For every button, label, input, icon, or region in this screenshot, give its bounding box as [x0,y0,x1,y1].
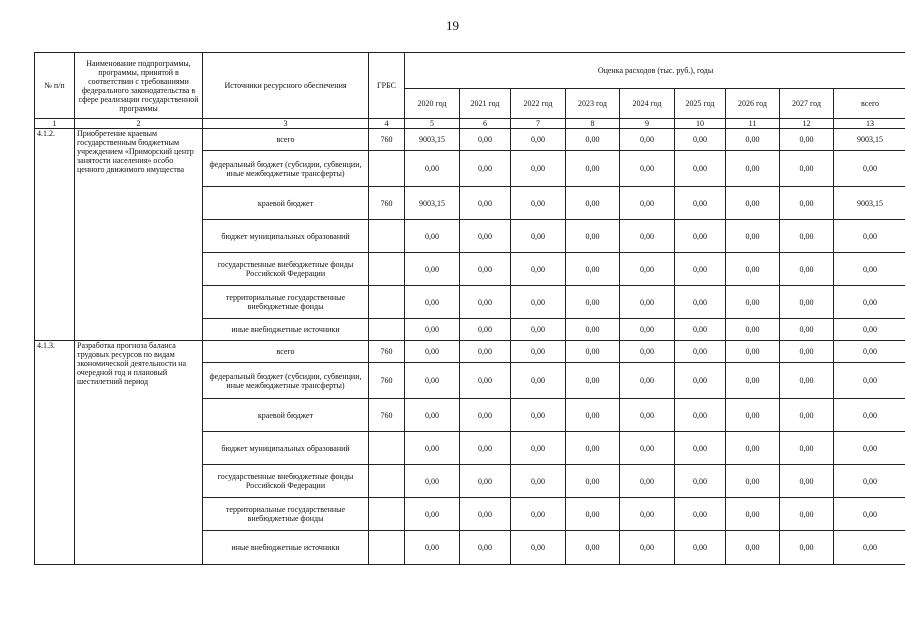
year-value: 0,00 [780,151,834,187]
column-number: 10 [675,119,726,129]
row-code: 4.1.3. [35,341,75,565]
year-value: 0,00 [620,498,675,531]
year-value: 0,00 [620,465,675,498]
year-value: 9003,15 [405,129,460,151]
table-row [35,341,905,363]
year-value: 0,00 [675,465,726,498]
column-number: 6 [460,119,511,129]
year-value: 0,00 [460,363,511,399]
year-value: 9003,15 [405,187,460,220]
header-year: 2026 год [726,89,780,119]
year-value: 0,00 [460,253,511,286]
year-value: 0,00 [620,399,675,432]
year-value: 0,00 [566,399,620,432]
year-value: 0,00 [511,286,566,319]
year-value: 0,00 [460,129,511,151]
year-value: 0,00 [620,187,675,220]
total-value: 0,00 [834,498,905,531]
grbs-code [369,465,405,498]
year-value: 0,00 [726,187,780,220]
year-value: 0,00 [780,363,834,399]
header-year: 2024 год [620,89,675,119]
year-value: 0,00 [511,253,566,286]
column-number: 12 [780,119,834,129]
total-value: 9003,15 [834,129,905,151]
year-value: 0,00 [405,341,460,363]
table-body [35,129,905,565]
funding-source: всего [203,129,369,151]
header-source: Источники ресурсного обеспечения [203,53,369,119]
grbs-code: 760 [369,363,405,399]
year-value: 0,00 [675,220,726,253]
header-year: 2022 год [511,89,566,119]
year-value: 0,00 [511,151,566,187]
year-value: 0,00 [726,498,780,531]
grbs-code [369,432,405,465]
table-row [35,129,905,151]
year-value: 0,00 [675,319,726,341]
year-value: 0,00 [675,498,726,531]
column-number: 8 [566,119,620,129]
year-value: 0,00 [511,220,566,253]
year-value: 0,00 [780,465,834,498]
grbs-code [369,286,405,319]
year-value: 0,00 [460,319,511,341]
header-name: Наименование подпрограммы, программы, принятой в соответствии с требованиями федерального законодательства в сфере реализации государственной программы [75,53,203,119]
year-value: 0,00 [675,531,726,565]
year-value: 0,00 [726,220,780,253]
year-value: 0,00 [620,253,675,286]
year-value: 0,00 [726,286,780,319]
year-value: 0,00 [405,363,460,399]
column-number: 2 [75,119,203,129]
year-value: 0,00 [675,286,726,319]
year-value: 0,00 [511,465,566,498]
funding-source: территориальные государственные внебюджетные фонды [203,498,369,531]
header-year: 2021 год [460,89,511,119]
year-value: 0,00 [620,531,675,565]
year-value: 0,00 [675,253,726,286]
header-year: 2027 год [780,89,834,119]
grbs-code [369,498,405,531]
year-value: 0,00 [726,399,780,432]
year-value: 0,00 [675,432,726,465]
year-value: 0,00 [460,220,511,253]
year-value: 0,00 [566,432,620,465]
year-value: 0,00 [460,151,511,187]
year-value: 0,00 [566,187,620,220]
table-header [35,53,905,129]
column-number: 13 [834,119,905,129]
funding-source: краевой бюджет [203,187,369,220]
total-value: 0,00 [834,253,905,286]
year-value: 0,00 [566,319,620,341]
total-value: 0,00 [834,341,905,363]
year-value: 0,00 [780,129,834,151]
funding-source: государственные внебюджетные фонды Российской Федерации [203,253,369,286]
year-value: 0,00 [566,363,620,399]
funding-source: иные внебюджетные источники [203,319,369,341]
year-value: 0,00 [405,465,460,498]
total-value: 0,00 [834,432,905,465]
grbs-code: 760 [369,187,405,220]
total-value: 0,00 [834,531,905,565]
year-value: 0,00 [726,151,780,187]
total-value: 0,00 [834,399,905,432]
total-value: 0,00 [834,286,905,319]
year-value: 0,00 [675,151,726,187]
year-value: 0,00 [460,432,511,465]
total-value: 9003,15 [834,187,905,220]
column-number: 1 [35,119,75,129]
year-value: 0,00 [511,341,566,363]
year-value: 0,00 [511,187,566,220]
year-value: 0,00 [726,363,780,399]
year-value: 0,00 [511,498,566,531]
year-value: 0,00 [460,465,511,498]
header-num: № п/п [35,53,75,119]
year-value: 0,00 [780,341,834,363]
funding-source: бюджет муниципальных образований [203,220,369,253]
row-code: 4.1.2. [35,129,75,341]
funding-source: всего [203,341,369,363]
year-value: 0,00 [460,399,511,432]
column-number: 7 [511,119,566,129]
funding-source: федеральный бюджет (субсидии, субвенции, иные межбюджетные трансферты) [203,363,369,399]
total-value: 0,00 [834,151,905,187]
funding-source: краевой бюджет [203,399,369,432]
funding-source: государственные внебюджетные фонды Российской Федерации [203,465,369,498]
year-value: 0,00 [511,432,566,465]
total-value: 0,00 [834,465,905,498]
year-value: 0,00 [780,286,834,319]
year-value: 0,00 [780,531,834,565]
year-value: 0,00 [405,286,460,319]
funding-source: бюджет муниципальных образований [203,432,369,465]
funding-source: иные внебюджетные источники [203,531,369,565]
column-number: 9 [620,119,675,129]
year-value: 0,00 [675,363,726,399]
budget-table [34,52,905,565]
year-value: 0,00 [780,319,834,341]
year-value: 0,00 [780,253,834,286]
year-value: 0,00 [511,399,566,432]
grbs-code: 760 [369,399,405,432]
funding-source: территориальные государственные внебюджетные фонды [203,286,369,319]
year-value: 0,00 [566,498,620,531]
year-value: 0,00 [460,531,511,565]
year-value: 0,00 [675,341,726,363]
year-value: 0,00 [675,187,726,220]
year-value: 0,00 [726,465,780,498]
year-value: 0,00 [726,129,780,151]
grbs-code [369,531,405,565]
column-number: 5 [405,119,460,129]
year-value: 0,00 [620,129,675,151]
year-value: 0,00 [726,319,780,341]
year-value: 0,00 [566,220,620,253]
year-value: 0,00 [675,399,726,432]
year-value: 0,00 [405,220,460,253]
year-value: 0,00 [566,253,620,286]
year-value: 0,00 [620,286,675,319]
grbs-code [369,319,405,341]
program-name: Разработка прогноза баланса трудовых ресурсов по видам экономической деятельности на очередной год и плановый шестилетний период [75,341,203,565]
total-value: 0,00 [834,319,905,341]
grbs-code [369,220,405,253]
year-value: 0,00 [780,220,834,253]
year-value: 0,00 [566,286,620,319]
grbs-code: 760 [369,129,405,151]
year-value: 0,00 [511,129,566,151]
year-value: 0,00 [780,399,834,432]
header-year: 2023 год [566,89,620,119]
year-value: 0,00 [726,432,780,465]
year-value: 0,00 [620,220,675,253]
total-value: 0,00 [834,363,905,399]
year-value: 0,00 [460,187,511,220]
year-value: 0,00 [405,531,460,565]
header-year: 2025 год [675,89,726,119]
year-value: 0,00 [675,129,726,151]
year-value: 0,00 [566,341,620,363]
year-value: 0,00 [780,187,834,220]
year-value: 0,00 [511,531,566,565]
program-name: Приобретение краевым государственным бюджетным учреждением «Приморский центр занятости населения» особо ценного движимого имущества [75,129,203,341]
year-value: 0,00 [780,432,834,465]
total-value: 0,00 [834,220,905,253]
column-number: 3 [203,119,369,129]
grbs-code [369,253,405,286]
year-value: 0,00 [405,151,460,187]
year-value: 0,00 [780,498,834,531]
grbs-code [369,151,405,187]
year-value: 0,00 [460,498,511,531]
grbs-code: 760 [369,341,405,363]
header-total: всего [834,89,905,119]
year-value: 0,00 [405,399,460,432]
year-value: 0,00 [460,286,511,319]
year-value: 0,00 [566,465,620,498]
column-number: 11 [726,119,780,129]
year-value: 0,00 [726,531,780,565]
header-grbs: ГРБС [369,53,405,119]
header-estimate: Оценка расходов (тыс. руб.), годы [405,53,905,89]
year-value: 0,00 [566,129,620,151]
year-value: 0,00 [405,498,460,531]
year-value: 0,00 [566,531,620,565]
column-number-row [35,119,905,129]
year-value: 0,00 [511,319,566,341]
year-value: 0,00 [620,363,675,399]
year-value: 0,00 [620,319,675,341]
year-value: 0,00 [620,341,675,363]
year-value: 0,00 [405,319,460,341]
page-number: 19 [446,18,459,33]
year-value: 0,00 [511,363,566,399]
column-number: 4 [369,119,405,129]
year-value: 0,00 [620,151,675,187]
header-year: 2020 год [405,89,460,119]
year-value: 0,00 [405,432,460,465]
year-value: 0,00 [566,151,620,187]
year-value: 0,00 [405,253,460,286]
year-value: 0,00 [726,253,780,286]
year-value: 0,00 [620,432,675,465]
year-value: 0,00 [726,341,780,363]
funding-source: федеральный бюджет (субсидии, субвенции, иные межбюджетные трансферты) [203,151,369,187]
year-value: 0,00 [460,341,511,363]
